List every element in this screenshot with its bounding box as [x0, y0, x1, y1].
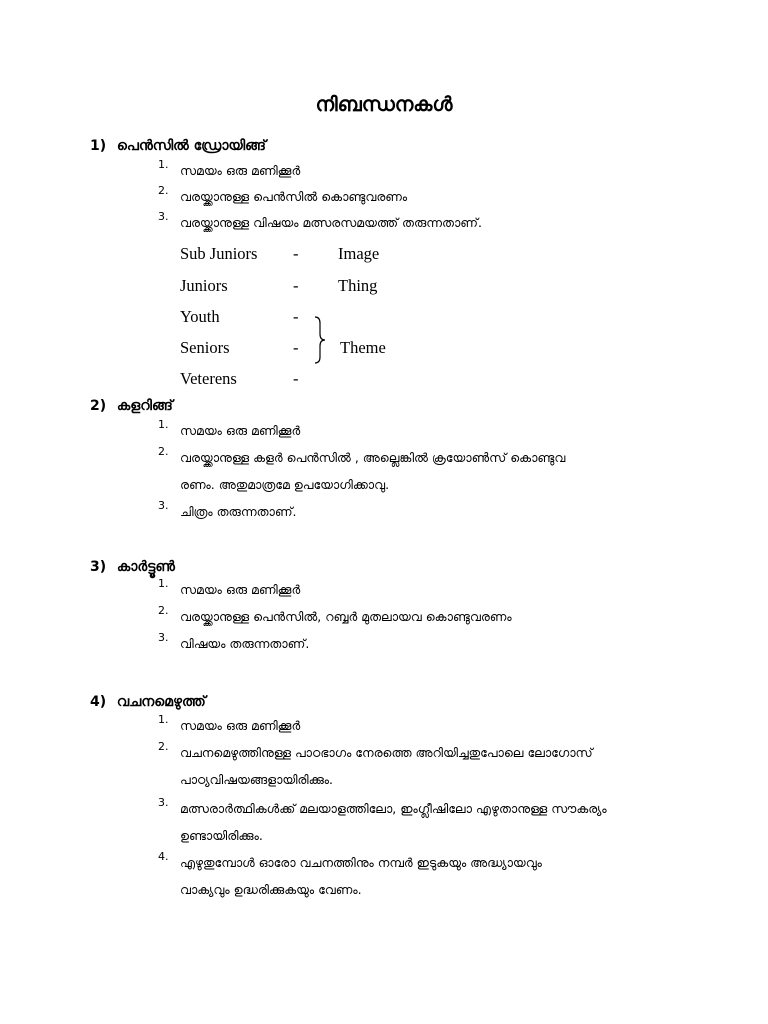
category-name: Sub Juniors: [180, 244, 258, 263]
list-item: [158, 444, 718, 498]
list-item: [158, 849, 718, 903]
section-number: 2): [90, 398, 107, 414]
section-number: 3): [90, 559, 107, 575]
item-text-continued: പാഠ്യവിഷയങ്ങളായിരിക്കും.: [180, 772, 333, 787]
item-text: സമയം ഒരു മണിക്കൂർ: [180, 582, 301, 597]
grouped-category-value: Theme: [340, 338, 386, 357]
list-item: [158, 739, 718, 793]
section-number: 1): [90, 138, 107, 154]
item-number: 2.: [158, 604, 169, 617]
item-text: സമയം ഒരു മണിക്കൂർ: [180, 718, 301, 733]
item-text: സമയം ഒരു മണിക്കൂർ: [180, 163, 301, 178]
list-item: [158, 498, 718, 525]
item-text-continued: വാക്യവും ഉദ്ധരിക്കുകയും വേണം.: [180, 882, 362, 897]
section-title: പെൻസിൽ ഡ്രോയിങ്ങ്: [116, 138, 266, 154]
item-number: 1.: [158, 577, 169, 590]
item-number: 1.: [158, 158, 169, 171]
category-dash: -: [293, 369, 299, 388]
list-item: [158, 795, 718, 849]
list-item: [158, 576, 718, 603]
item-text: വരയ്ക്കാനുള്ള വിഷയം മത്സരസമയത്ത് തരുന്നതാണ്.: [180, 215, 482, 230]
item-text: മത്സരാർത്ഥികൾക്ക് മലയാളത്തിലോ, ഇംഗ്ലീഷിലോ എഴുതാനുള്ള സൗകര്യം: [180, 801, 607, 816]
page-title: നിബന്ധനകൾ: [315, 92, 453, 116]
item-text-continued: ഉണ്ടായിരിക്കും.: [180, 828, 263, 843]
item-number: 1.: [158, 418, 169, 431]
item-number: 2.: [158, 445, 169, 458]
item-number: 2.: [158, 740, 169, 753]
category-dash: -: [293, 244, 299, 263]
category-dash: -: [293, 276, 299, 295]
section-title: വചനമെഴുത്ത്: [116, 694, 206, 710]
section-number: 4): [90, 694, 107, 710]
list-item: [158, 183, 718, 210]
item-text-continued: രണം. അതുമാത്രമേ ഉപയോഗിക്കാവു.: [180, 477, 390, 492]
item-number: 3.: [158, 210, 169, 223]
item-number: 3.: [158, 796, 169, 809]
item-number: 3.: [158, 631, 169, 644]
item-text: വചനമെഴുത്തിനുള്ള പാഠഭാഗം നേരത്തെ അറിയിച്ചതുപോലെ ലോഗോസ്: [180, 745, 593, 760]
category-value: Thing: [338, 276, 378, 295]
item-text: വരയ്ക്കാനുള്ള പെൻസിൽ, റബ്ബർ മുതലായവ കൊണ്ടുവരണം: [180, 609, 512, 624]
item-text: വരയ്ക്കാനുള്ള കളർ പെൻസിൽ , അല്ലെങ്കിൽ ക്രയോൺസ് കൊണ്ടുവ: [180, 450, 566, 465]
section-heading-pencil-drawing: [90, 138, 266, 154]
category-name: Seniors: [180, 338, 230, 357]
list-item: [158, 603, 718, 630]
item-text: ചിത്രം തരുന്നതാണ്.: [180, 504, 297, 519]
item-number: 3.: [158, 499, 169, 512]
item-text: വിഷയം തരുന്നതാണ്.: [180, 636, 310, 651]
section-title: കളറിങ്ങ്: [116, 398, 173, 414]
category-name: Juniors: [180, 276, 228, 295]
curly-brace-icon: [312, 315, 328, 365]
category-dash: -: [293, 307, 299, 326]
list-item: [158, 209, 718, 236]
item-number: 1.: [158, 713, 169, 726]
item-text: സമയം ഒരു മണിക്കൂർ: [180, 423, 301, 438]
list-item: [158, 417, 718, 444]
category-dash: -: [293, 338, 299, 357]
section-heading-cartoon: [90, 559, 175, 575]
section-title: കാർട്ടൂൺ: [116, 559, 175, 575]
category-value: Image: [338, 244, 380, 263]
item-number: 4.: [158, 850, 169, 863]
category-name: Veterens: [180, 369, 237, 388]
list-item: [158, 157, 718, 184]
list-item: [158, 630, 718, 657]
list-item: [158, 712, 718, 739]
category-name: Youth: [180, 307, 220, 326]
section-heading-coloring: [90, 398, 173, 414]
section-heading-bible-writing: [90, 694, 206, 710]
item-number: 2.: [158, 184, 169, 197]
item-text: എഴുതുമ്പോൾ ഓരോ വചനത്തിനും നമ്പർ ഇടുകയും അദ്ധ്യായവും: [180, 855, 542, 870]
item-text: വരയ്ക്കാനുള്ള പെൻസിൽ കൊണ്ടുവരണം: [180, 189, 408, 204]
